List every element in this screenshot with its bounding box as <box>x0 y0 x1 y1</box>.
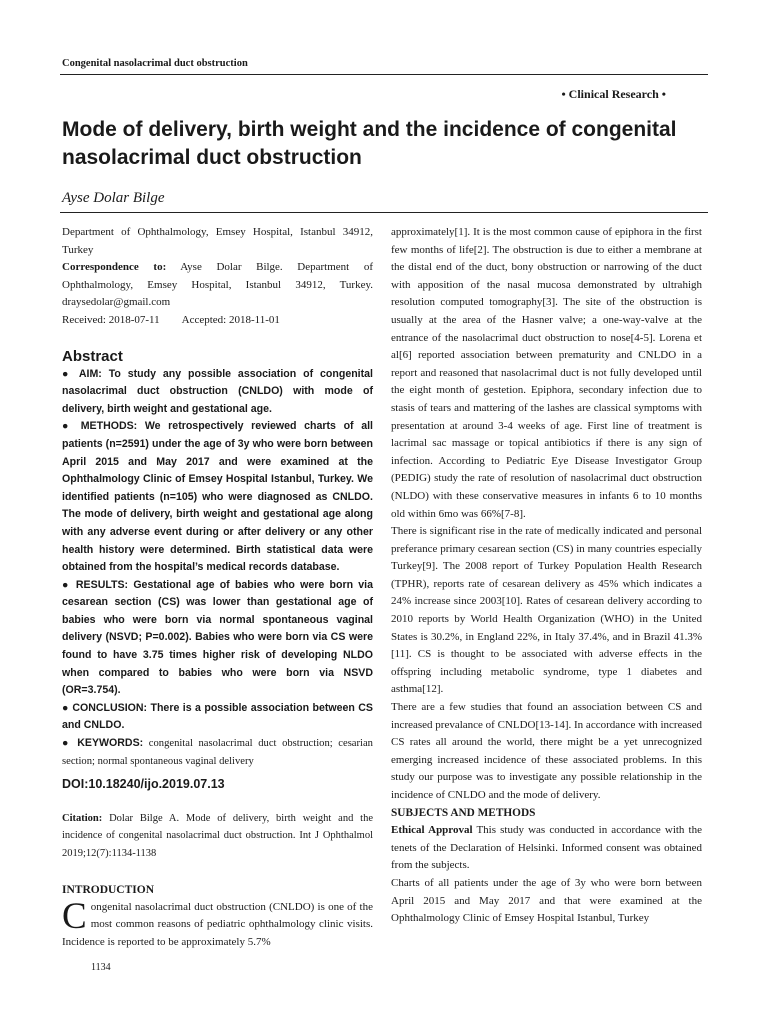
doi: DOI:10.18240/ijo.2019.07.13 <box>62 777 225 792</box>
keywords-text: congenital nasolacrimal duct obstruction; cesarian section; normal spontaneous vaginal delivery <box>62 738 373 767</box>
intro-paragraph-2: There is significant rise in the rate of medically indicated and personal preferance primary cesarean section (CS) in many countries especially Turkey[9]. The 2008 report of Turkey Population Health Research (TPHR), reports rate of cesarean delivery as 45% which indicates a 24% increase since 2003[10]. Rates of cesarean delivery according to 2010 reports by World Health Organization (WHO) in the United States is 30.2%, in England 22%, in Italy 37.4%, and in Brazil 41.3%[11]. CS is thought to be associated with adverse effects in the offspring including metabolic syndrome, type 1 diabetes and asthma[12]. <box>391 525 702 696</box>
introduction-text <box>62 895 373 952</box>
citation-label: Citation: <box>62 812 103 824</box>
ethics-label: Ethical Approval <box>391 824 473 837</box>
methods-paragraph-1: Charts of all patients under the age of 3y who were born between April 2015 and May 2017 and that were examined at the Ophthalmology Clinic of Emsey Hospital Istanbul, Turkey <box>391 876 702 925</box>
correspondence <box>62 259 373 312</box>
dates-line <box>62 312 373 330</box>
author-rule <box>60 212 708 213</box>
abstract-keywords <box>62 735 373 770</box>
correspondence-label: Correspondence to: <box>62 261 167 274</box>
drop-cap: C <box>62 895 87 937</box>
section-label: • Clinical Research • <box>561 87 666 101</box>
left-column <box>62 224 373 951</box>
accepted-date: Accepted: 2018-11-01 <box>181 313 280 326</box>
introduction-heading: INTRODUCTION <box>62 883 155 896</box>
keywords-label: ● KEYWORDS: <box>62 737 144 750</box>
header-rule <box>60 74 708 75</box>
author-name: Ayse Dolar Bilge <box>62 190 165 206</box>
affiliation: Department of Ophthalmology, Emsey Hospital, Istanbul 34912, Turkey <box>62 226 373 256</box>
introduction-body: ongenital nasolacrimal duct obstruction (CNLDO) is one of the most common reasons of pediatric ophthalmology clinic visits. Incidence is reported to be approximately 5.7% <box>62 900 373 948</box>
received-date: Received: 2018-07-11 <box>62 313 160 326</box>
article-title: Mode of delivery, birth weight and the incidence of congenital nasolacrimal duct obstruction <box>62 118 677 169</box>
citation-text: Dolar Bilge A. Mode of delivery, birth weight and the incidence of congenital nasolacrimal duct obstruction. Int J Ophthalmol 2019;12(7):1134-1138 <box>62 812 373 859</box>
right-column <box>391 224 702 928</box>
abstract-results: ● RESULTS: Gestational age of babies who were born via cesarean section (CS) was lower than gestational age of babies who were born via normal spontaneous vaginal delivery (NSVD; P=0.002). Babies who were born via CS were found to have 3.75 times higher risk of developing NLDO when compared to babies who were born via NSVD (OR=3.754). <box>62 578 373 697</box>
correspondence-text: Ayse Dolar Bilge. Department of Ophthalmology, Emsey Hospital, Istanbul 34912, Turkey. draysedolar@gmail.com <box>62 261 373 309</box>
intro-paragraph-3: There are a few studies that found an association between CS and increased prevalance of CNLDO[13-14]. In accordance with increased CS rates all around the world, there might be a yet unrecognized emerging increased incidence of these associated problems. In this study our purpose was to investigate any possible relationship in the incidence of CNLDO and the mode of delivery. <box>391 701 702 801</box>
abstract-heading: Abstract <box>62 347 123 365</box>
methods-heading: SUBJECTS AND METHODS <box>391 806 536 819</box>
page-number: 1134 <box>91 962 111 973</box>
intro-paragraph-1: approximately[1]. It is the most common cause of epiphora in the first few months of life[2]. The obstruction is due to either a membrane at the distal end of the duct, bony obstruction or narrowing of the duct with apposition of the nasal mucosa demonstrated by ultrahigh resolution computed tomography[3]. The site of the obstruction is usually at the area of the Hasner valve; a one-way-valve at the entrance of the nasolacrimal duct obstruction to nose[4-5]. Lorena et al[6] reported association between prematurity and CNLDO in a report and reasoned that nasolacrimal duct is not fully developed until the eight month of gestetion. Epiphora, secondary infection due to stasis of tears and mattering of the lashes are classical symptoms with presentation at around 3-4 weeks of age. First line of treatment is lacrimal sac massage or topical antibiotics if there is any sign of infection. According to Pediatric Eye Disease Investigator Group (PEDIG) study the rate of resolution of nasolacrimal duct obstruction (NLDO) with these conservative measures in infants 6 to 10 months old within 6mo was 66%[7-8]. <box>391 226 702 520</box>
abstract-conclusion: ● CONCLUSION: There is a possible association between CS and CNLDO. <box>62 701 373 732</box>
running-head: Congenital nasolacrimal duct obstruction <box>62 58 248 69</box>
ethics-paragraph <box>391 822 702 875</box>
citation <box>62 810 373 863</box>
ethics-text: This study was conducted in accordance with the tenets of the Declaration of Helsinki. Informed consent was obtained from the subjects. <box>391 824 702 872</box>
abstract-aim: ● AIM: To study any possible association of congenital nasolacrimal duct obstruction (CNLDO) with mode of delivery, birth weight and gestational age. <box>62 367 373 415</box>
abstract-methods: ● METHODS: We retrospectively reviewed charts of all patients (n=2591) under the age of 3y who were born between April 2015 and May 2017 and were examined at the Ophthalmology Clinic of Emsey Hospital Istanbul, Turkey. We identified patients (n=105) who were diagnosed as CNLDO. The mode of delivery, birth weight and gestational age along with any adverse event during or after delivery or any other health history were determined. Birth statistical data were obtained from the hospital’s medical records database. <box>62 420 373 574</box>
